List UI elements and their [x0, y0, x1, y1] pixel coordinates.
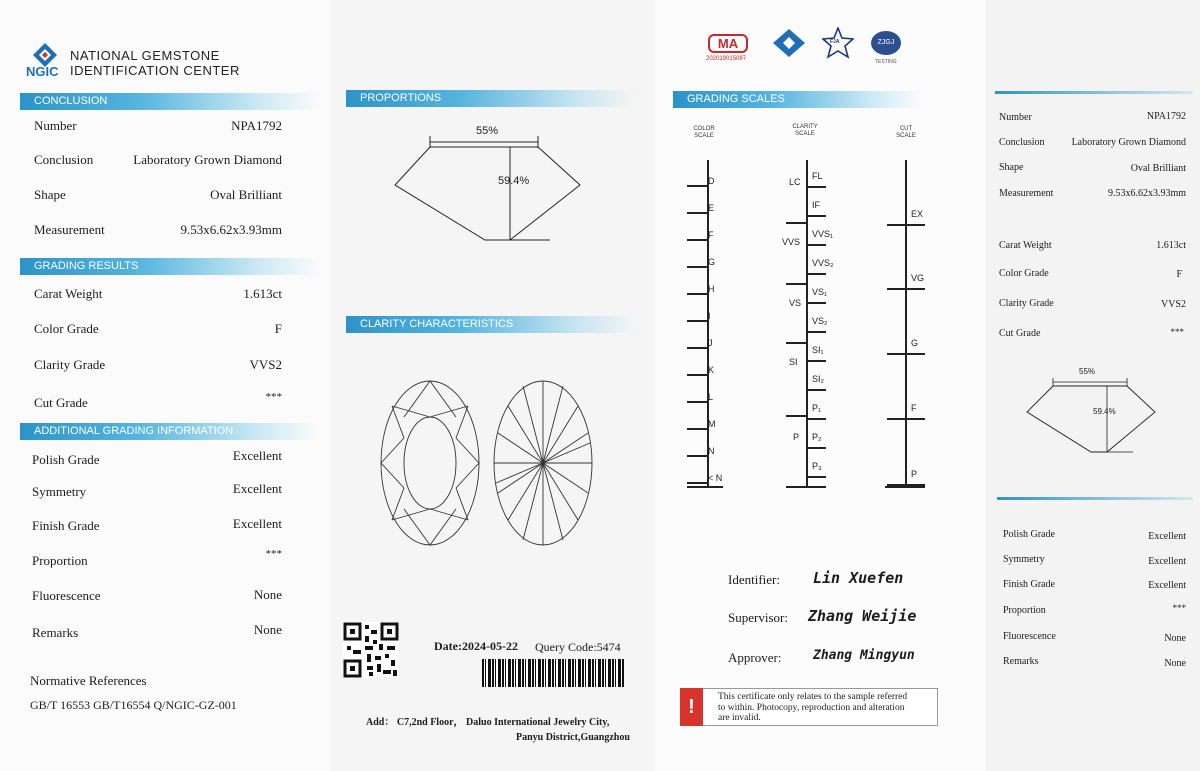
measurement-value: 9.53x6.62x3.93mm: [180, 222, 282, 237]
color-grade-mark: J: [708, 338, 713, 348]
summary-card-panel: [985, 0, 1200, 771]
clarity-grade-label: Clarity Grade: [34, 357, 106, 372]
summary-cut-label: Cut Grade: [999, 328, 1041, 339]
proportions-heading: PROPORTIONS: [346, 90, 636, 107]
clarity-group-mark: SI: [789, 357, 798, 367]
summary-color-value: F: [1176, 269, 1182, 280]
proportions-panel: [330, 0, 655, 771]
cut-scale-heading: CUT SCALE: [896, 126, 916, 139]
identifier-signature: Lin Xuefen: [813, 569, 904, 587]
color-grade-mark: G: [708, 257, 716, 267]
color-grade-tick: [687, 320, 707, 322]
summary-symmetry-label: Symmetry: [1003, 554, 1045, 565]
measurement-label: Measurement: [34, 222, 105, 237]
table-percentage: 55%: [476, 125, 499, 137]
color-grade-tick: [687, 374, 707, 376]
clarity-grade-tick: [808, 273, 826, 275]
color-grade-tick: [687, 239, 707, 241]
supervisor-signature: Zhang Weijie: [808, 607, 917, 625]
proportions-diagram: [385, 125, 585, 250]
grading-scales-panel: [655, 0, 985, 771]
color-grade-mark: K: [708, 365, 715, 375]
approver-signature: Zhang Mingyun: [813, 648, 915, 663]
barcode-icon: [482, 659, 624, 687]
clarity-group-mark: VS: [789, 298, 802, 308]
color-grade-mark: I: [708, 311, 711, 321]
proportion-label: Proportion: [32, 553, 88, 568]
summary-fluorescence-value: None: [1164, 633, 1186, 644]
clarity-grade-tick: [808, 360, 826, 362]
polish-grade-value: Excellent: [232, 448, 282, 463]
summary-proportion-value: ***: [1172, 603, 1186, 613]
cut-grade-mark: G: [911, 338, 919, 348]
summary-color-label: Color Grade: [999, 268, 1049, 279]
grading-scales-heading: GRADING SCALES: [673, 91, 923, 108]
clarity-scale-heading: CLARITY SCALE: [792, 124, 818, 137]
clarity-grade-tick: [808, 476, 826, 478]
clarity-plot-diagram: [378, 378, 598, 548]
additional-info-heading: ADDITIONAL GRADING INFORMATION: [20, 423, 320, 440]
color-grade-mark: E: [708, 203, 715, 213]
summary-polish-label: Polish Grade: [1003, 529, 1055, 540]
main-report-panel: [0, 0, 330, 771]
summary-number-label: Number: [999, 112, 1032, 123]
color-grade-tick: [687, 347, 707, 349]
cut-scale-axis: [905, 160, 907, 486]
shape-label: Shape: [34, 187, 66, 202]
clarity-grade-tick: [808, 389, 826, 391]
summary-polish-value: Excellent: [1148, 531, 1186, 542]
clarity-scale-bottom-tick: [786, 486, 826, 488]
summary-conclusion-value: Laboratory Grown Diamond: [1071, 137, 1186, 148]
clarity-group-tick: [786, 283, 806, 285]
identifier-label: Identifier:: [728, 572, 780, 587]
clarity-grade-tick: [808, 302, 826, 304]
grading-results-heading: GRADING RESULTS: [20, 258, 320, 275]
color-grade-mark: F: [708, 230, 714, 240]
color-grade-tick: [687, 428, 707, 430]
clarity-group-tick: [786, 415, 806, 417]
summary-top-divider: [995, 91, 1193, 94]
conclusion-value: Laboratory Grown Diamond: [133, 152, 282, 167]
color-grade-tick: [687, 266, 707, 268]
summary-symmetry-value: Excellent: [1148, 556, 1186, 567]
accreditation-diamond-logo-icon: [772, 28, 806, 58]
fluorescence-label: Fluorescence: [32, 588, 101, 603]
ngic-logo-text: NGIC: [26, 64, 59, 79]
clarity-grade-mark: P₂: [812, 432, 822, 442]
color-grade-mark: H: [708, 284, 715, 294]
clarity-group-tick: [786, 222, 806, 224]
color-grade-label: Color Grade: [34, 321, 99, 336]
summary-finish-label: Finish Grade: [1003, 579, 1055, 590]
cma-number: 202019015087: [706, 56, 747, 62]
clarity-group-tick: [786, 342, 806, 344]
shape-value: Oval Brilliant: [210, 187, 282, 202]
summary-number-value: NPA1792: [1146, 111, 1186, 122]
polish-grade-label: Polish Grade: [32, 452, 100, 467]
org-name-line2: IDENTIFICATION CENTER: [70, 63, 240, 78]
approver-label: Approver:: [728, 650, 782, 665]
validity-notice-text: This certificate only relates to the sample referred to within. Photocopy, reproduction and alteration are invalid.: [718, 692, 908, 723]
symmetry-label: Symmetry: [32, 484, 87, 499]
cut-grade-mark: P: [911, 469, 918, 479]
color-grade-tick: [687, 212, 707, 214]
zjgj-logo-icon: ZJGJ: [871, 31, 901, 55]
fluorescence-value: None: [253, 587, 282, 602]
cut-grade-tick: [887, 484, 925, 486]
cut-scale-bottom-tick: [885, 486, 925, 488]
warning-icon: !: [680, 688, 703, 726]
summary-remarks-label: Remarks: [1003, 656, 1039, 667]
normative-references-text: GB/T 16553 GB/T16554 Q/NGIC-GZ-001: [30, 698, 237, 712]
color-grade-tick: [687, 455, 707, 457]
proportion-value: ***: [265, 548, 282, 560]
supervisor-label: Supervisor:: [728, 610, 788, 625]
depth-percentage: 59.4%: [498, 175, 530, 187]
clarity-grade-tick: [808, 215, 826, 217]
address-line2: Panyu District,Guangzhou: [516, 732, 630, 743]
summary-clarity-value: VVS2: [1160, 299, 1186, 310]
star-seal-text: FJA: [830, 39, 840, 45]
summary-carat-label: Carat Weight: [999, 240, 1052, 251]
cut-grade-tick: [887, 353, 925, 355]
summary-measurement-label: Measurement: [999, 188, 1054, 199]
summary-measurement-value: 9.53x6.62x3.93mm: [1107, 188, 1186, 199]
number-label: Number: [34, 118, 77, 133]
conclusion-heading: CONCLUSION: [20, 93, 320, 110]
clarity-grade-mark: VVS₁: [812, 229, 834, 239]
color-scale-heading: COLOR SCALE: [693, 126, 715, 139]
clarity-scale-axis: [806, 160, 808, 486]
cut-grade-tick: [887, 224, 925, 226]
qr-code-icon: [343, 622, 399, 678]
color-scale-bottom-tick: [687, 486, 723, 488]
clarity-grade-tick: [808, 244, 826, 246]
cut-grade-tick: [887, 418, 925, 420]
summary-cut-value: ***: [1170, 327, 1184, 337]
color-grade-mark: N: [708, 446, 715, 456]
clarity-grade-tick: [808, 418, 826, 420]
cut-grade-value: ***: [265, 391, 282, 403]
color-grade-value: F: [274, 321, 282, 336]
summary-carat-value: 1.613ct: [1156, 240, 1186, 251]
carat-weight-value: 1.613ct: [243, 286, 282, 301]
normative-references-title: Normative References: [30, 673, 147, 688]
summary-depth-percentage: 59.4%: [1093, 407, 1116, 416]
testing-text: TESTING: [875, 59, 897, 65]
remarks-value: None: [253, 622, 282, 637]
cma-logo-icon: MA: [708, 34, 748, 53]
summary-conclusion-label: Conclusion: [999, 137, 1045, 148]
summary-clarity-label: Clarity Grade: [999, 298, 1054, 309]
clarity-grade-tick: [808, 447, 826, 449]
clarity-grade-tick: [808, 331, 826, 333]
finish-grade-label: Finish Grade: [32, 518, 100, 533]
cut-grade-tick: [887, 288, 925, 290]
clarity-group-mark: LC: [789, 177, 801, 187]
color-grade-tick: [687, 185, 707, 187]
org-name-line1: NATIONAL GEMSTONE: [70, 48, 220, 63]
certificate-date: Date:2024-05-22: [434, 639, 518, 653]
clarity-grade-mark: P₃: [812, 461, 822, 471]
summary-middle-divider: [997, 497, 1193, 500]
number-value: NPA1792: [231, 118, 282, 133]
summary-shape-value: Oval Brilliant: [1130, 163, 1186, 174]
summary-proportion-label: Proportion: [1003, 605, 1046, 616]
conclusion-label: Conclusion: [34, 152, 94, 167]
summary-finish-value: Excellent: [1148, 580, 1186, 591]
clarity-grade-mark: SI₁: [812, 345, 824, 355]
color-grade-mark: D: [708, 176, 715, 186]
color-grade-mark: L: [708, 392, 714, 402]
address-line1: Add： C7,2nd Floor， Daluo International Jewelry City,: [366, 717, 610, 728]
clarity-group-mark: VVS: [782, 237, 801, 247]
color-grade-tick: [687, 293, 707, 295]
clarity-grade-mark: FL: [812, 171, 823, 181]
clarity-characteristics-heading: CLARITY CHARACTERISTICS: [346, 316, 636, 333]
summary-shape-label: Shape: [999, 162, 1024, 173]
clarity-grade-tick: [808, 186, 826, 188]
summary-remarks-value: None: [1164, 658, 1186, 669]
clarity-grade-mark: SI₂: [812, 374, 824, 384]
color-grade-tick: [687, 482, 707, 484]
cut-grade-mark: VG: [911, 273, 925, 283]
color-grade-mark: M: [708, 419, 716, 429]
clarity-grade-mark: P₁: [812, 403, 822, 413]
clarity-grade-mark: VS₂: [812, 316, 828, 326]
cut-grade-mark: EX: [911, 209, 924, 219]
cut-grade-label: Cut Grade: [34, 395, 88, 410]
query-code: Query Code:5474: [535, 640, 621, 654]
clarity-grade-mark: IF: [812, 200, 820, 210]
clarity-grade-value: VVS2: [249, 357, 282, 372]
clarity-grade-mark: VVS₂: [812, 258, 834, 268]
summary-fluorescence-label: Fluorescence: [1003, 631, 1056, 642]
carat-weight-label: Carat Weight: [34, 286, 103, 301]
symmetry-value: Excellent: [232, 481, 282, 496]
clarity-group-mark: P: [793, 432, 800, 442]
remarks-label: Remarks: [32, 625, 79, 640]
cut-grade-mark: F: [911, 403, 917, 413]
finish-grade-value: Excellent: [232, 516, 282, 531]
color-grade-mark: < N: [708, 473, 723, 483]
color-grade-tick: [687, 401, 707, 403]
summary-table-percentage: 55%: [1079, 367, 1096, 376]
clarity-grade-mark: VS₁: [812, 287, 828, 297]
